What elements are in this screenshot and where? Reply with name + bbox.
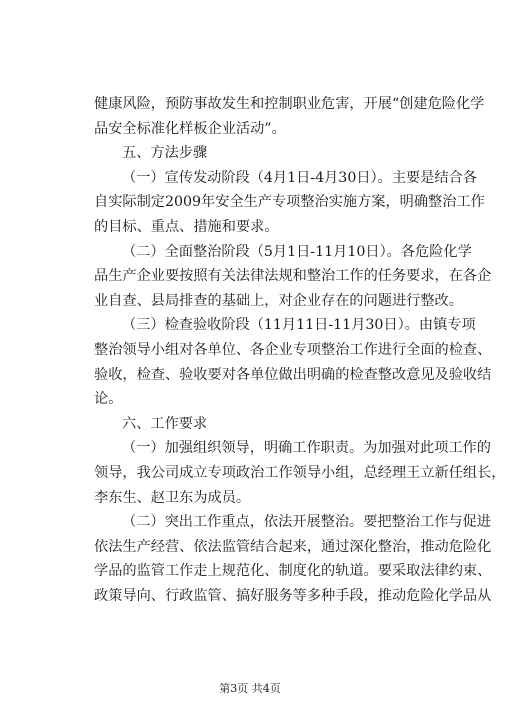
body-line: 论。 (94, 391, 123, 408)
body-line: （三）检查验收阶段（11月11日-11月30日）。由镇专项 (122, 317, 476, 334)
section-heading: 六、工作要求 (122, 415, 208, 432)
body-line: 品安全标准化样板企业活动”。 (94, 120, 286, 137)
body-line: 依法生产经营、依法监管结合起来，通过深化整治，推动危险化 (94, 538, 492, 555)
body-line: 健康风险，预防事故发生和控制职业危害，开展“创建危险化学 (94, 96, 485, 112)
body-line: 李东生、赵卫东为成员。 (94, 489, 251, 506)
body-line: 的目标、重点、措施和要求。 (94, 218, 279, 235)
body-line: 领导，我公司成立专项政治工作领导小组，总经理王立新任组长， (94, 464, 505, 481)
body-line: （二）全面整治阶段（5月1日-11月10日）。各危险化学 (122, 243, 472, 260)
body-line: 验收，检查、验收要对各单位做出明确的检查整改意见及验收结 (94, 366, 492, 383)
page-footer: 第3页 共4页 (219, 682, 281, 695)
body-line: （一）宣传发动阶段（4月1日-4月30日）。主要是结合各 (122, 169, 477, 186)
body-line: 业自查、县局排查的基础上，对企业存在的问题进行整改。 (94, 292, 463, 309)
body-line: 学品的监管工作走上规范化、制度化的轨道。要采取法律约束、 (94, 563, 492, 580)
body-text (94, 92, 505, 608)
body-line: 整治领导小组对各单位、各企业专项整治工作进行全面的检查、 (94, 341, 492, 358)
body-line: （二）突出工作重点，依法开展整治。要把整治工作与促进 (122, 514, 491, 531)
body-line: 政策导向、行政监管、搞好服务等多种手段，推动危险化学品从 (94, 587, 492, 604)
body-line: （一）加强组织领导，明确工作职责。为加强对此项工作的 (122, 440, 491, 457)
section-heading: 五、方法步骤 (122, 145, 208, 162)
body-line: 自实际制定2009年安全生产专项整治实施方案，明确整治工作 (94, 194, 485, 211)
body-line: 品生产企业要按照有关法律法规和整治工作的任务要求，在各企 (94, 268, 492, 285)
